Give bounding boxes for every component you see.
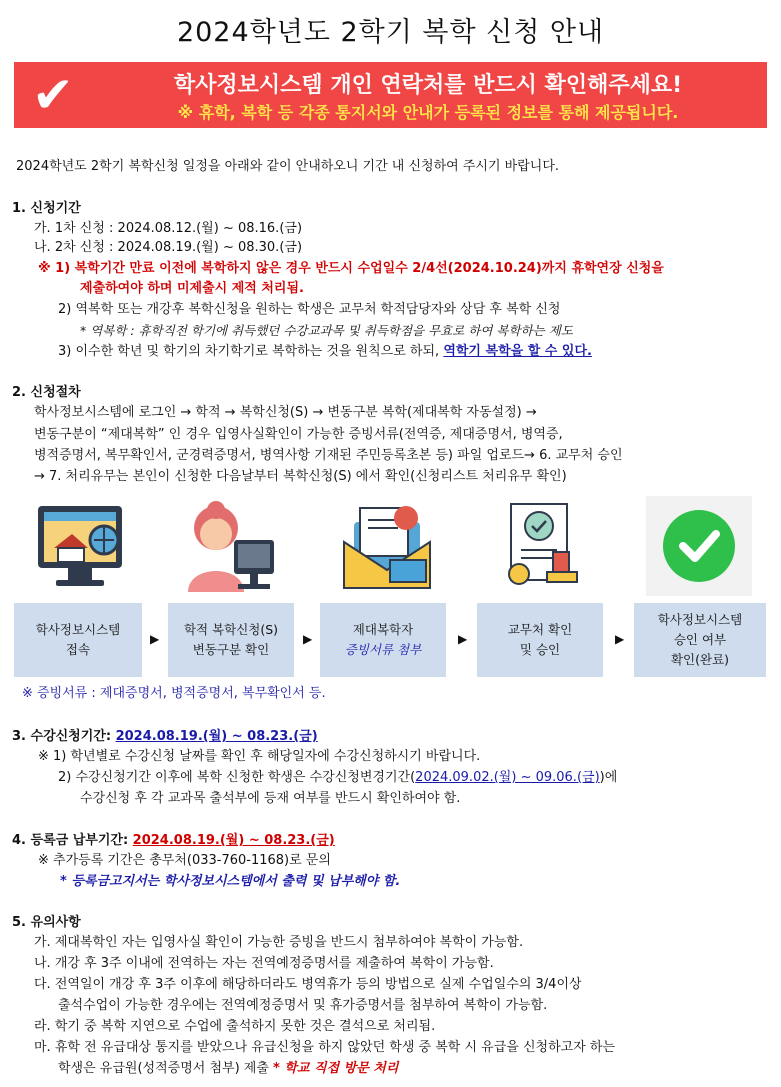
- caution-1: 가. 제대복학인 자는 입영사실 확인이 가능한 증빙을 반드시 첨부하여야 복학이 가능함.: [34, 935, 524, 950]
- period-1: 가. 1차 신청 : 2024.08.12.(월) ~ 08.16.(금): [34, 221, 303, 236]
- flow-arrow-3: ▶: [458, 632, 468, 646]
- section4-heading: 4. 등록금 납부기간:: [12, 833, 133, 848]
- note-2: 2) 역복학 또는 개강후 복학신청을 원하는 학생은 교무처 학적담당자와 상담 후 복학 신청: [58, 302, 561, 317]
- section4-note-2: * 등록금고지서는 학사정보시스템에서 출력 및 납부해야 함.: [60, 874, 401, 889]
- section3-change-period: 2024.09.02.(월) ~ 09.06.(금): [415, 770, 600, 785]
- step1-line2: 접속: [65, 642, 91, 657]
- caution-5b-text: 학생은 유급원(성적증명서 첨부) 제출: [58, 1061, 274, 1076]
- section3-heading: 3. 수강신청기간:: [12, 729, 116, 744]
- caution-3a: 다. 전역일이 개강 후 3주 이후에 해당하더라도 병역휴가 등의 방법으로 실제 수업일수의 3/4이상: [34, 977, 582, 992]
- procedure-line-4: → 7. 처리유무는 본인이 신청한 다음날부터 복학신청(S) 에서 확인(신청리스트 처리유무 확인): [34, 469, 567, 484]
- section4-note-1: ※ 추가등록 기간은 총무처(033-760-1168)로 문의: [38, 853, 331, 868]
- section3-note-2: [58, 768, 617, 788]
- note-2-detail: * 역복학 : 휴학직전 학기에 취득했던 수강교과목 및 취득학점을 무효로 하여 복학하는 제도: [80, 323, 573, 338]
- step5-line1: 학사정보시스템: [657, 612, 743, 627]
- person-at-computer-icon: [180, 500, 280, 595]
- section4: [12, 831, 335, 851]
- step4-line2: 및 승인: [519, 642, 561, 657]
- check-circle-icon: [646, 496, 752, 596]
- step3-line1: 제대복학자: [352, 622, 414, 637]
- step5-line2: 승인 여부: [673, 632, 727, 647]
- caution-5a: 마. 휴학 전 유급대상 통지를 받았으나 유급신청을 하지 않았던 학생 중 복학 시 유급을 신청하고자 하는: [34, 1040, 615, 1055]
- flow-step-documents: [320, 603, 446, 677]
- procedure-line-3: 병적증명서, 복무확인서, 군경력증명서, 병역사항 기재된 주민등록초본 등) 파일 업로드→ 6. 교무처 승인: [34, 448, 623, 463]
- note-1b: 제출하여야 하며 미제출시 제적 처리됨.: [80, 281, 304, 296]
- flow-step-confirm: [634, 603, 766, 677]
- completion-badge: [646, 496, 752, 596]
- intro-text: 2024학년도 2학기 복학신청 일정을 아래와 같이 안내하오니 기간 내 신청하여 주시기 바랍니다.: [16, 159, 560, 174]
- flow-step-login: [14, 603, 142, 677]
- section3-note-2-text: 2) 수강신청기간 이후에 복학 신청한 학생은 수강신청변경기간(: [58, 770, 416, 785]
- caution-5b: [58, 1059, 398, 1079]
- caution-2: 나. 개강 후 3주 이내에 전역하는 자는 전역예정증명서를 제출하여 복학이 가능함.: [34, 956, 494, 971]
- flow-step-apply: [168, 603, 294, 677]
- caution-4: 라. 학기 중 복학 지연으로 수업에 출석하지 못한 것은 결석으로 처리됨.: [34, 1019, 436, 1034]
- caution-3b: 출석수업이 가능한 경우에는 전역예정증명서 및 휴가증명서를 첨부하여 복학이 가능함.: [58, 998, 548, 1013]
- section3-note-2b: 수강신청 후 각 교과목 출석부에 등재 여부를 반드시 확인하여야 함.: [80, 791, 461, 806]
- procedure-line-2: 변동구분이 “제대복학” 인 경우 입영사실확인이 가능한 증빙서류(전역증, 제대증명서, 병역증,: [34, 427, 563, 442]
- flow-step-approval: [477, 603, 603, 677]
- step4-line1: 교무처 확인: [507, 622, 573, 637]
- note-3-emphasis: 역학기 복학을 할 수 있다.: [443, 344, 592, 359]
- computer-house-icon: [30, 500, 130, 595]
- step3-line2: 증빙서류 첨부: [344, 642, 422, 657]
- period-2: 나. 2차 신청 : 2024.08.19.(월) ~ 08.30.(금): [34, 240, 303, 255]
- envelope-upload-icon: [340, 500, 435, 595]
- flow-arrow-2: ▶: [303, 632, 313, 646]
- section4-period: 2024.08.19.(월) ~ 08.23.(금): [132, 833, 335, 848]
- banner-subline: ※ 휴학, 복학 등 각종 통지서와 안내가 등록된 정보를 통해 제공됩니다.: [177, 103, 679, 122]
- caution-5b-emphasis: * 학교 직접 방문 처리: [273, 1061, 399, 1076]
- flow-arrow-4: ▶: [615, 632, 625, 646]
- flow-arrow-1: ▶: [150, 632, 160, 646]
- section5-heading: 5. 유의사항: [12, 915, 81, 930]
- notice-banner: [14, 62, 767, 128]
- step1-line1: 학사정보시스템: [35, 622, 121, 637]
- section3: [12, 727, 318, 747]
- banner-headline: 학사정보시스템 개인 연락처를 반드시 확인해주세요!: [173, 73, 683, 98]
- page-title: 2024학년도 2학기 복학 신청 안내: [176, 17, 605, 48]
- checkmark-icon: ✔: [32, 66, 74, 124]
- flow-note: ※ 증빙서류 : 제대증명서, 병적증명서, 복무확인서 등.: [22, 686, 326, 701]
- section3-note-1: ※ 1) 학년별로 수강신청 날짜를 확인 후 해당일자에 수강신청하시기 바랍니다.: [38, 749, 481, 764]
- step5-line3: 확인(완료): [670, 652, 730, 667]
- section2-heading: 2. 신청절차: [12, 385, 81, 400]
- note-3-text: 3) 이수한 학년 및 학기의 차기학기로 복학하는 것을 원칙으로 하되,: [58, 344, 444, 359]
- section1-heading: 1. 신청기간: [12, 201, 81, 216]
- note-1a: ※ 1) 복학기간 만료 이전에 복학하지 않은 경우 반드시 수업일수 2/4선(2024.10.24)까지 휴학연장 신청을: [38, 261, 664, 276]
- section3-note-2-end: )에: [599, 770, 618, 785]
- step2-line2: 변동구분 확인: [192, 642, 270, 657]
- step2-line1: 학적 복학신청(S): [183, 622, 279, 637]
- section3-period: 2024.08.19.(월) ~ 08.23.(금): [115, 729, 318, 744]
- certificate-stamp-icon: [495, 500, 590, 595]
- procedure-line-1: 학사정보시스템에 로그인 → 학적 → 복학신청(S) → 변동구분 복학(제대복학 자동설정) →: [34, 405, 537, 420]
- note-3: [58, 342, 592, 362]
